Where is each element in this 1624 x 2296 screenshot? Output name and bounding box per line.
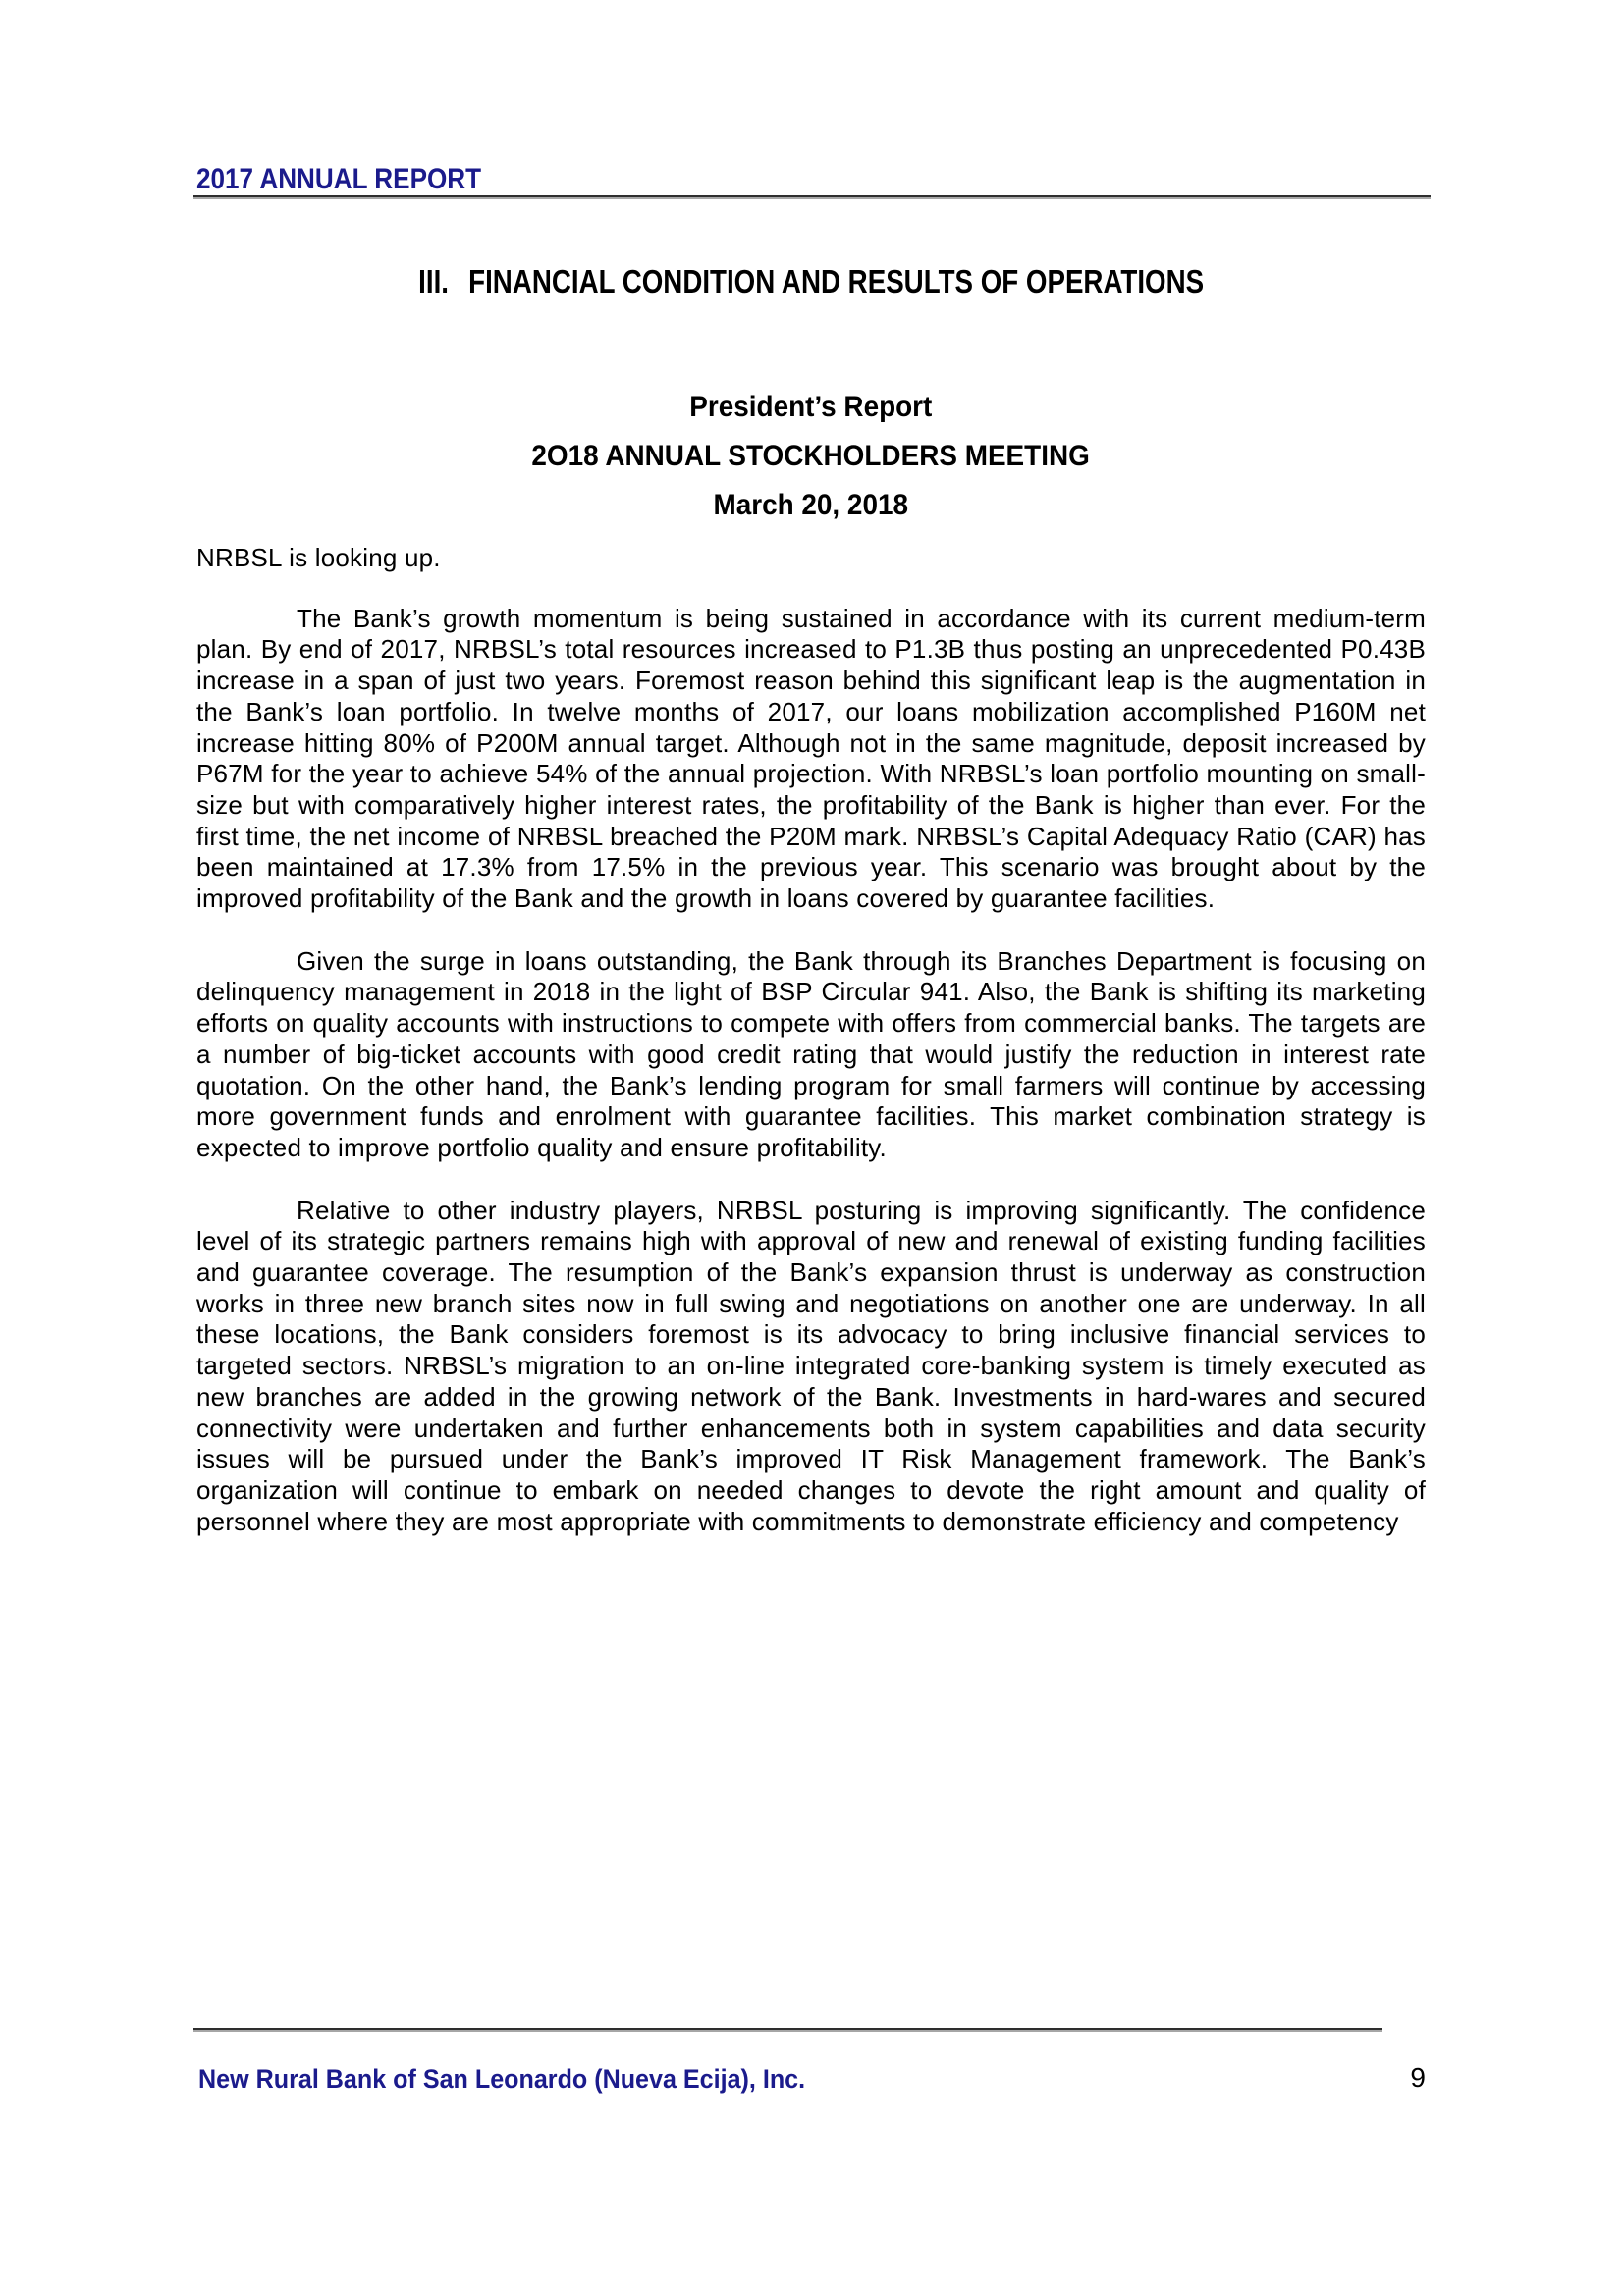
report-header-title: 2017 ANNUAL REPORT bbox=[196, 163, 482, 195]
page-header bbox=[196, 165, 523, 194]
paragraph-delinquency-management: Given the surge in loans outstanding, the Bank through its Branches Department is focusing on delinquency management in 2018 in the light of BSP Circular 941. Also, the Bank is shifting its marketing efforts on quality accounts with instructions to compete with offers from commercial banks. The targets are a number of big-ticket accounts with good credit rating that would justify the reduction in interest rate quotation. On the other hand, the Bank’s lending program for small farmers will continue by accessing more government funds and enrolment with guarantee facilities. This market combination strategy is expected to improve portfolio quality and ensure profitability. bbox=[196, 945, 1426, 1162]
paragraph-growth-momentum: The Bank’s growth momentum is being sustained in accordance with its current medium-term plan. By end of 2017, NRBSL’s total resources increased to P1.3B thus posting an unprecedented P0.43B increase in a span of just two years. Foremost reason behind this significant leap is the augmentation in the Bank’s loan portfolio. In twelve months of 2017, our loans mobilization accomplished P160M net increase hitting 80% of P200M annual target. Although not in the same magnitude, deposit increased by P67M for the year to achieve 54% of the annual projection. With NRBSL’s loan portfolio mounting on small-size but with comparatively higher interest rates, the profitability of the Bank is higher than ever. For the first time, the net income of NRBSL breached the P20M mark. NRBSL’s Capital Adequacy Ratio (CAR) has been maintained at 17.3% from 17.5% in the previous year. This scenario was brought about by the improved profitability of the Bank and the growth in loans covered by guarantee facilities. bbox=[196, 603, 1426, 914]
header-rule bbox=[193, 195, 1431, 199]
meeting-date-line: March 20, 2018 bbox=[713, 489, 909, 521]
presidents-report-line: President’s Report bbox=[689, 391, 933, 423]
presidents-report-heading bbox=[196, 383, 1426, 530]
stockholders-meeting-line: 2O18 ANNUAL STOCKHOLDERS MEETING bbox=[531, 440, 1091, 472]
report-body bbox=[196, 543, 1426, 1569]
section-heading-title: FINANCIAL CONDITION AND RESULTS OF OPERATIONS bbox=[468, 263, 1204, 299]
section-heading-numeral: III. bbox=[418, 263, 449, 299]
paragraph-industry-positioning: Relative to other industry players, NRBSL posturing is improving significantly. The confidence level of its strategic partners remains high with approval of new and renewal of existing funding facilities and guarantee coverage. The resumption of the Bank’s expansion thrust is underway as construction works in three new branch sites now in full swing and negotiations on another one are underway. In all these locations, the Bank considers foremost is its advocacy to bring inclusive financial services to targeted sectors. NRBSL’s migration to an on-line integrated core-banking system is timely executed as new branches are added in the growing network of the Bank. Investments in hard-wares and secured connectivity were undertaken and further enhancements both in system capabilities and data security issues will be pursued under the Bank’s improved IT Risk Management framework. The Bank’s organization will continue to embark on needed changes to devote the right amount and quality of personnel where they are most appropriate with commitments to demonstrate efficiency and competency bbox=[196, 1195, 1426, 1536]
section-heading bbox=[196, 265, 1426, 297]
intro-line: NRBSL is looking up. bbox=[196, 543, 441, 572]
footer-rule bbox=[193, 2028, 1382, 2032]
page-number: 9 bbox=[1410, 2062, 1426, 2093]
footer-bank-name: New Rural Bank of San Leonardo (Nueva Ecija), Inc. bbox=[198, 2064, 806, 2094]
